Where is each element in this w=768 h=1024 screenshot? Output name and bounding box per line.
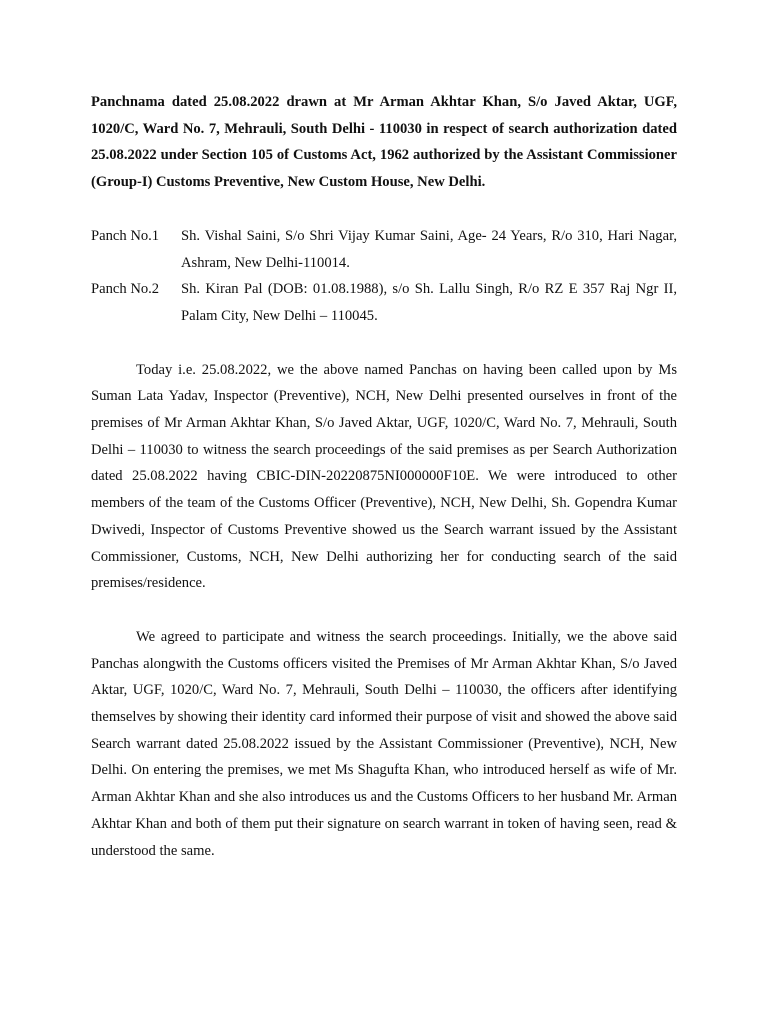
panch-entry-2 xyxy=(91,276,677,329)
document-body xyxy=(91,89,677,864)
panch-label-2: Panch No.2 xyxy=(91,281,160,298)
panch-details-2: Sh. Kiran Pal (DOB: 01.08.1988), s/o Sh. Lallu Singh, R/o RZ E 357 Raj Ngr II, Palam City, New Delhi – 110045. xyxy=(181,281,677,324)
body-paragraph-2: We agreed to participate and witness the search proceedings. Initially, we the above said Panchas alongwith the Customs officers visited the Premises of Mr Arman Akhtar Khan, S/o Javed Aktar, UGF, 1020/C, Ward No. 7, Mehrauli, South Delhi – 110030, the officers after identifying themselves by showing their identity card informed their purpose of visit and showed the above said Search warrant dated 25.08.2022 issued by the Assistant Commissioner (Preventive), NCH, New Delhi. On entering the premises, we met Ms Shagufta Khan, who introduced herself as wife of Mr. Arman Akhtar Khan and she also introduces us and the Customs Officers to her husband Mr. Arman Akhtar Khan and both of them put their signature on search warrant in token of having seen, read & understood the same. xyxy=(91,628,677,859)
document-heading: Panchnama dated 25.08.2022 drawn at Mr Arman Akhtar Khan, S/o Javed Aktar, UGF, 1020/C, Ward No. 7, Mehrauli, South Delhi - 110030 in respect of search authorization dated 25.08.2022 under Section 105 of Customs Act, 1962 authorized by the Assistant Commissioner (Group-I) Customs Preventive, New Custom House, New Delhi. xyxy=(91,94,677,191)
panch-entry-1 xyxy=(91,223,677,276)
body-paragraph-1: Today i.e. 25.08.2022, we the above named Panchas on having been called upon by Ms Suman Lata Yadav, Inspector (Preventive), NCH, New Delhi presented ourselves in front of the premises of Mr Arman Akhtar Khan, S/o Javed Aktar, UGF, 1020/C, Ward No. 7, Mehrauli, South Delhi – 110030 to witness the search proceedings of the said premises as per Search Authorization dated 25.08.2022 having CBIC-DIN-20220875NI000000F10E. We were introduced to other members of the team of the Customs Officer (Preventive), NCH, New Delhi, Sh. Gopendra Kumar Dwivedi, Inspector of Customs Preventive showed us the Search warrant issued by the Assistant Commissioner, Customs, NCH, New Delhi authorizing her for conducting search of the said premises/residence. xyxy=(91,361,677,592)
panch-label-1: Panch No.1 xyxy=(91,227,160,244)
panch-details-1: Sh. Vishal Saini, S/o Shri Vijay Kumar Saini, Age- 24 Years, R/o 310, Hari Nagar, Ashram, New Delhi-110014. xyxy=(181,227,677,271)
